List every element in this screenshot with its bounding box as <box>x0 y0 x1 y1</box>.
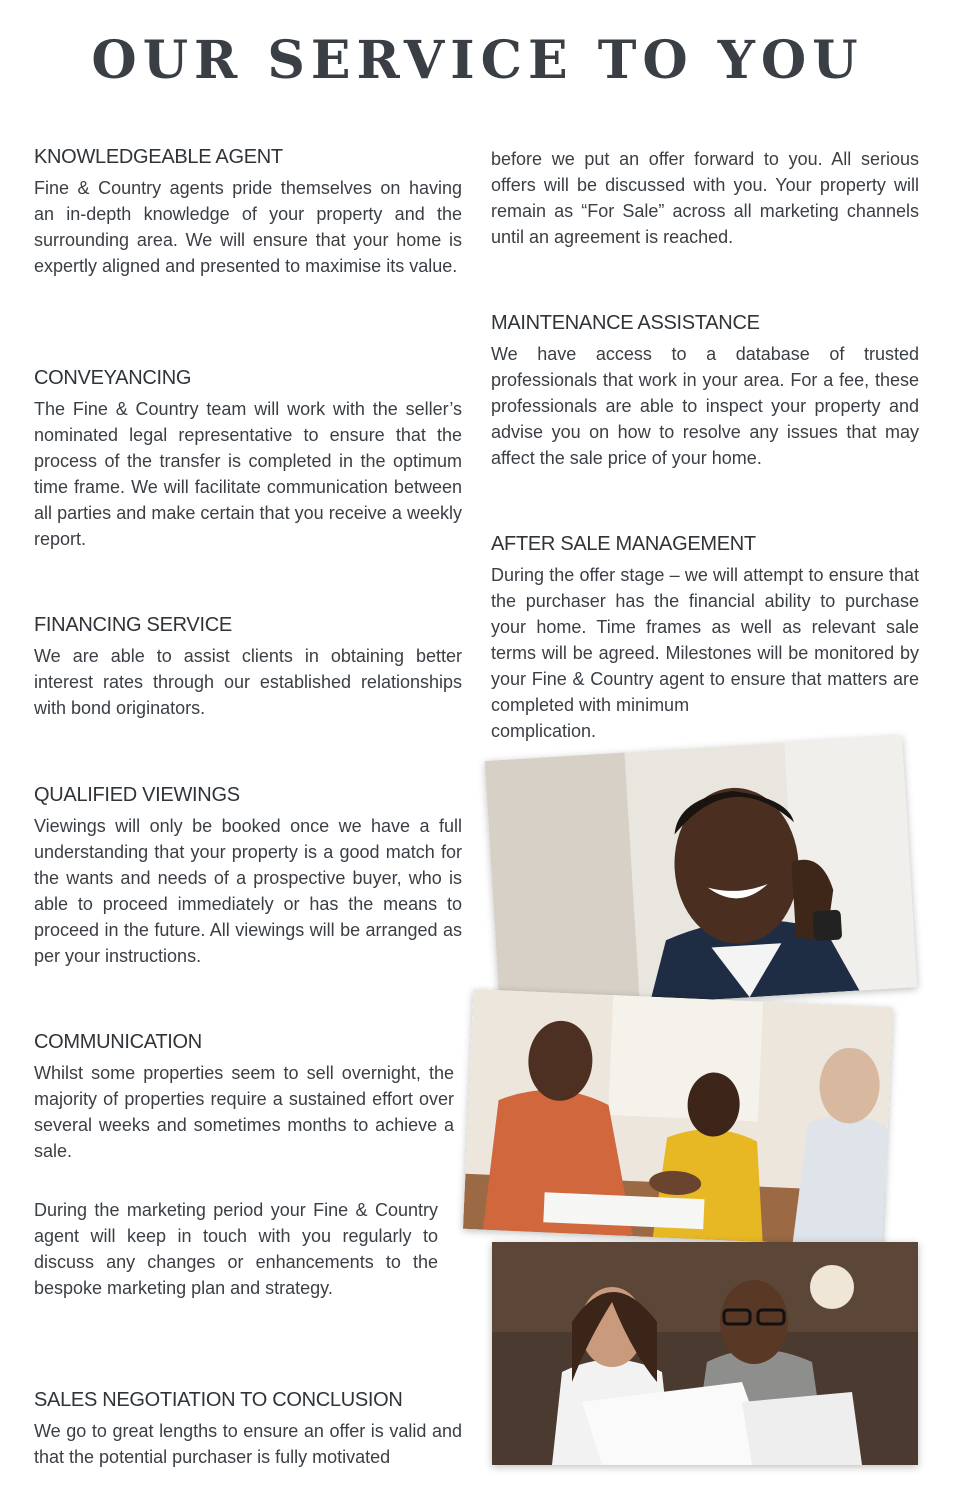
section-heading: KNOWLEDGEABLE AGENT <box>34 146 283 168</box>
section-sales-negotiation <box>34 1389 462 1470</box>
section-body: We are able to assist clients in obtaining better interest rates through our established relationships with bond originators. <box>34 646 462 718</box>
section-body: Fine & Country agents pride themselves on having an in-depth knowledge of your property and the surrounding area. We will ensure that your home is expertly aligned and presented to maximise its value. <box>34 178 462 276</box>
section-knowledgeable-agent <box>34 146 462 279</box>
section-body-continued: During the marketing period your Fine & Country agent will keep in touch with you regularly to discuss any changes or enhancements to the bespoke marketing plan and strategy. <box>34 1200 438 1298</box>
photo-handshake <box>463 989 893 1247</box>
section-heading: SALES NEGOTIATION TO CONCLUSION <box>34 1389 403 1411</box>
photo-couple-documents <box>492 1242 918 1465</box>
section-body: We go to great lengths to ensure an offer is valid and that the potential purchaser is fully motivated <box>34 1421 462 1467</box>
section-body: Viewings will only be booked once we have a full understanding that your property is a good match for the wants and needs of a prospective buyer, who is able to proceed immediately or has the means to proceed in the future. All viewings will be arranged as per your instructions. <box>34 816 462 966</box>
section-body: We have access to a database of trusted professionals that work in your area. For a fee, these professionals are able to inspect your property and advise you on how to resolve any issues that may affect the sale price of your home. <box>491 344 919 468</box>
section-body-tail: complication. <box>491 721 597 741</box>
section-financing-service <box>34 614 462 721</box>
section-body: Whilst some properties seem to sell overnight, the majority of properties require a sustained effort over several weeks and sometimes months to achieve a sale. <box>34 1063 454 1161</box>
section-body: The Fine & Country team will work with the seller’s nominated legal representative to ensure that the process of the transfer is completed in the optimum time frame. We will facilitate communication between all parties and make certain that you receive a weekly report. <box>34 399 462 549</box>
section-conveyancing <box>34 367 462 552</box>
photo-man-on-phone-image <box>485 735 918 1012</box>
section-heading: FINANCING SERVICE <box>34 614 232 636</box>
photo-handshake-image <box>463 989 893 1247</box>
section-qualified-viewings <box>34 784 462 969</box>
section-after-sale-management <box>491 533 919 744</box>
page-title: OUR SERVICE TO YOU <box>91 30 864 91</box>
section-heading: CONVEYANCING <box>34 367 192 389</box>
section-communication <box>34 1031 454 1301</box>
section-maintenance-assistance <box>491 312 919 471</box>
section-body: During the offer stage – we will attempt to ensure that the purchaser has the financial ability to purchase your home. Time frames as well as relevant sale terms will be agreed. Milestones will be monitored by your Fine & Country agent to ensure that matters are completed with minimum <box>491 565 919 715</box>
section-heading: COMMUNICATION <box>34 1031 202 1053</box>
photo-man-on-phone <box>485 735 918 1012</box>
section-body: before we put an offer forward to you. All serious offers will be discussed with you. Your property will remain as “For Sale” across all marketing channels until an agreement is reached. <box>491 149 919 247</box>
section-heading: AFTER SALE MANAGEMENT <box>491 533 756 555</box>
section-sales-negotiation-continued <box>491 146 919 250</box>
photo-couple-documents-image <box>492 1242 918 1465</box>
section-heading: QUALIFIED VIEWINGS <box>34 784 240 806</box>
section-heading: MAINTENANCE ASSISTANCE <box>491 312 760 334</box>
